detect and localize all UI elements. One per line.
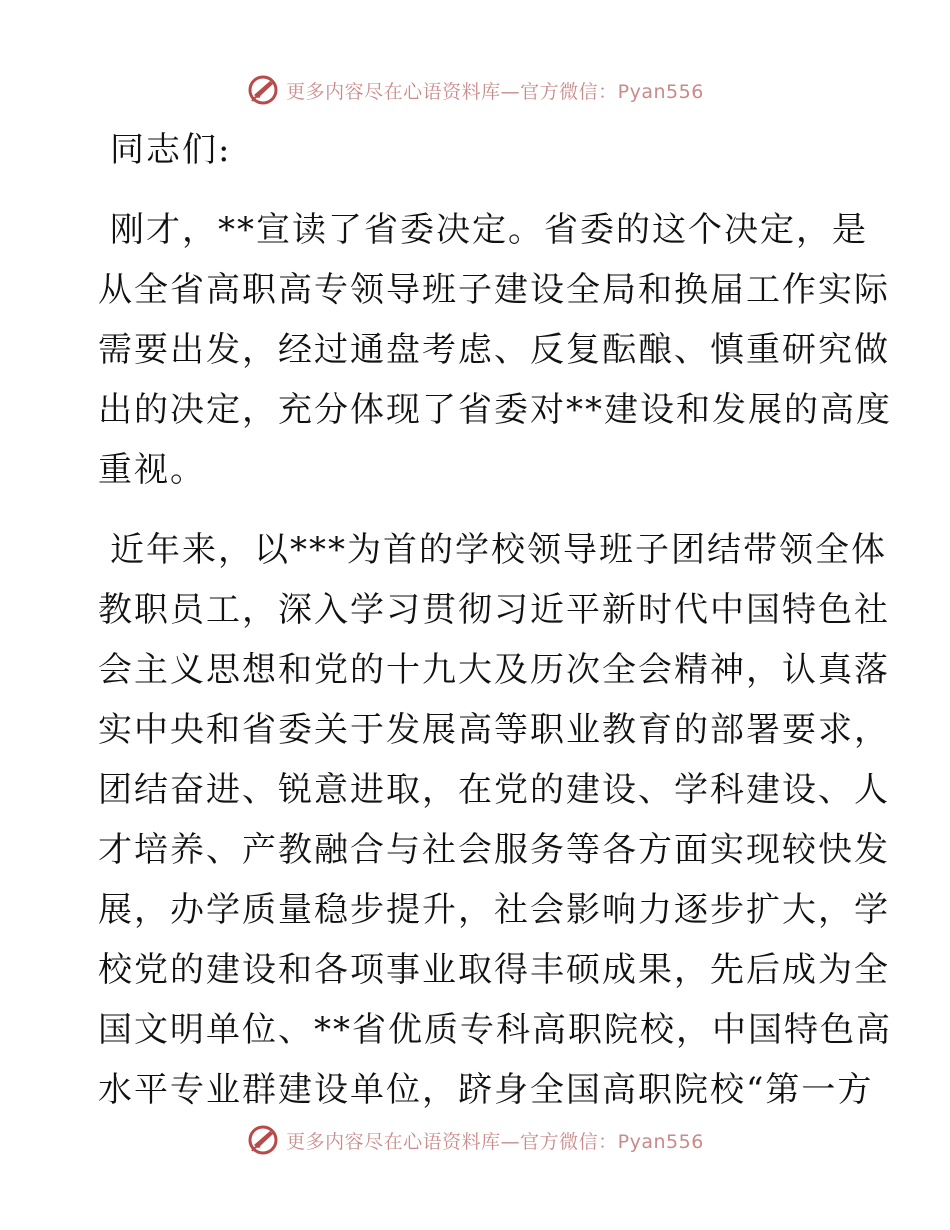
paragraph-line: 展，办学质量稳步提升，社会影响力逐步扩大，学 <box>98 890 890 930</box>
paragraph-line: 刚才，**宣读了省委决定。省委的这个决定，是 <box>110 210 868 250</box>
paragraph-line: 国文明单位、**省优质专科高职院校，中国特色高 <box>98 1010 892 1050</box>
footer-banner-text: 更多内容尽在心语资料库—官方微信：Pyan556 <box>286 1130 704 1153</box>
paragraph-2 <box>98 520 892 1120</box>
footer-banner <box>0 1120 950 1160</box>
paragraph-line: 水平专业群建设单位，跻身全国高职院校“第一方 <box>98 1070 874 1110</box>
paragraph-line: 教职员工，深入学习贯彻习近平新时代中国特色社 <box>98 590 890 630</box>
paragraph-line: 重视。 <box>98 450 206 490</box>
paragraph-line: 从全省高职高专领导班子建设全局和换届工作实际 <box>98 270 890 310</box>
paragraph-line: 实中央和省委关于发展高等职业教育的部署要求， <box>98 710 890 750</box>
brush-seal-icon <box>246 1123 280 1157</box>
paragraph-line: 需要出发，经过通盘考虑、反复酝酿、慎重研究做 <box>98 330 890 370</box>
paragraph-line: 近年来，以***为首的学校领导班子团结带领全体 <box>110 530 887 570</box>
paragraph-line: 才培养、产教融合与社会服务等各方面实现较快发 <box>98 830 890 870</box>
document-body <box>98 120 892 1140</box>
paragraph-line: 团结奋进、锐意进取，在党的建设、学科建设、人 <box>98 770 890 810</box>
paragraph-1 <box>98 200 892 500</box>
paragraph-line: 会主义思想和党的十九大及历次全会精神，认真落 <box>98 650 890 690</box>
brush-seal-icon <box>246 73 280 107</box>
paragraph-line: 出的决定，充分体现了省委对**建设和发展的高度 <box>98 390 892 430</box>
salutation: 同志们: <box>110 130 232 170</box>
header-banner-text: 更多内容尽在心语资料库—官方微信：Pyan556 <box>286 80 704 103</box>
paragraph-line: 校党的建设和各项事业取得丰硕成果，先后成为全 <box>98 950 890 990</box>
header-banner <box>0 70 950 110</box>
